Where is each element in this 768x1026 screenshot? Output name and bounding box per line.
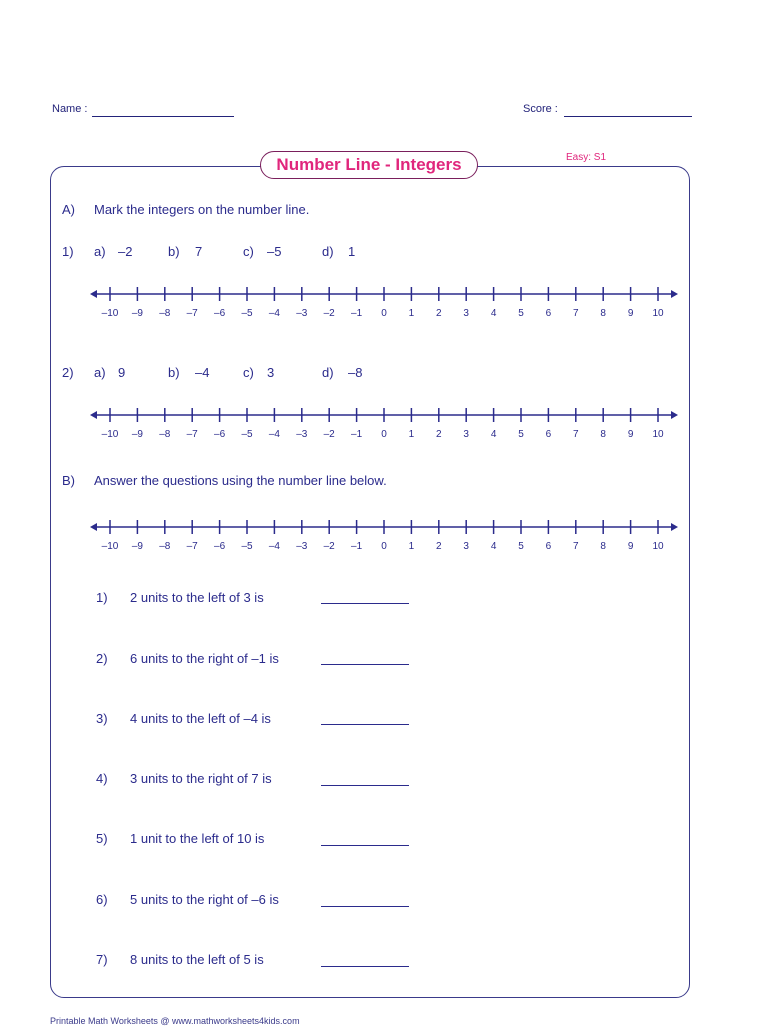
number-line-label: –3 bbox=[296, 308, 308, 319]
problem-number: 1) bbox=[62, 244, 74, 259]
number-line-label: 8 bbox=[600, 308, 606, 319]
problem-item-value: –8 bbox=[348, 365, 363, 380]
number-line-label: –9 bbox=[131, 308, 143, 319]
number-line-label: –8 bbox=[159, 541, 171, 552]
number-line-label: –3 bbox=[296, 541, 308, 552]
answer-blank[interactable] bbox=[321, 664, 409, 665]
number-line-label: –1 bbox=[351, 541, 363, 552]
number-line-label: 4 bbox=[490, 308, 497, 319]
answer-blank[interactable] bbox=[321, 724, 409, 725]
number-line-label: 8 bbox=[600, 541, 606, 552]
problem-item-value: 3 bbox=[267, 365, 275, 380]
number-line-label: 3 bbox=[463, 429, 469, 440]
number-line-label: –10 bbox=[101, 308, 119, 319]
worksheet-title: Number Line - Integers bbox=[260, 151, 478, 179]
number-line-label: 10 bbox=[652, 541, 664, 552]
number-line-label: –7 bbox=[186, 541, 198, 552]
number-line-label: 6 bbox=[545, 429, 552, 440]
section-b-instruction: Answer the questions using the number line below. bbox=[94, 473, 387, 488]
name-label: Name : bbox=[52, 103, 88, 115]
number-line-label: –4 bbox=[268, 429, 280, 440]
number-line-label: –6 bbox=[214, 429, 226, 440]
question-text: 3 units to the right of 7 is bbox=[130, 771, 272, 786]
number-line-label: –8 bbox=[159, 429, 171, 440]
number-line-label: 8 bbox=[600, 429, 606, 440]
question-number: 4) bbox=[96, 771, 108, 786]
problem-item-value: –4 bbox=[195, 365, 210, 380]
problem-item-value: 1 bbox=[348, 244, 356, 259]
right-arrow-icon bbox=[671, 290, 678, 298]
number-line-label: 4 bbox=[490, 429, 497, 440]
number-line-label: –10 bbox=[101, 541, 119, 552]
number-line-label: 3 bbox=[463, 308, 469, 319]
left-arrow-icon bbox=[90, 290, 97, 298]
number-line-label: –7 bbox=[186, 308, 198, 319]
footer-credit: Printable Math Worksheets @ www.mathworksheets4kids.com bbox=[50, 1016, 300, 1026]
right-arrow-icon bbox=[671, 411, 678, 419]
problem-number: 2) bbox=[62, 365, 74, 380]
number-line-label: 5 bbox=[518, 541, 524, 552]
number-line-label: –9 bbox=[131, 541, 143, 552]
section-a-instruction: Mark the integers on the number line. bbox=[94, 202, 310, 217]
number-line-label: 9 bbox=[627, 429, 634, 440]
answer-blank[interactable] bbox=[321, 966, 409, 967]
number-line-label: 5 bbox=[518, 429, 524, 440]
question-text: 5 units to the right of –6 is bbox=[130, 892, 279, 907]
question-text: 2 units to the left of 3 is bbox=[130, 590, 264, 605]
number-line-label: 1 bbox=[408, 541, 415, 552]
number-line-label: 3 bbox=[463, 541, 469, 552]
score-label: Score : bbox=[523, 103, 558, 115]
question-number: 3) bbox=[96, 711, 108, 726]
number-line-label: 4 bbox=[490, 541, 497, 552]
answer-blank[interactable] bbox=[321, 603, 409, 604]
problem-item-letter: d) bbox=[322, 244, 334, 259]
left-arrow-icon bbox=[90, 411, 97, 419]
number-line-label: –9 bbox=[131, 429, 143, 440]
number-line-3 bbox=[0, 513, 768, 557]
number-line-label: –1 bbox=[351, 308, 363, 319]
question-text: 6 units to the right of –1 is bbox=[130, 651, 279, 666]
number-line-label: –4 bbox=[268, 541, 280, 552]
problem-item-value: 9 bbox=[118, 365, 126, 380]
number-line-label: 2 bbox=[436, 429, 442, 440]
number-line-label: –7 bbox=[186, 429, 198, 440]
number-line-2[interactable] bbox=[0, 401, 768, 445]
number-line-label: –5 bbox=[241, 429, 253, 440]
question-number: 7) bbox=[96, 952, 108, 967]
problem-item-letter: b) bbox=[168, 244, 180, 259]
problem-item-letter: c) bbox=[243, 244, 254, 259]
number-line-label: –4 bbox=[268, 308, 280, 319]
number-line-label: –5 bbox=[241, 541, 253, 552]
number-line-label: –2 bbox=[323, 308, 335, 319]
question-text: 1 unit to the left of 10 is bbox=[130, 831, 265, 846]
question-number: 5) bbox=[96, 831, 108, 846]
problem-item-letter: d) bbox=[322, 365, 334, 380]
problem-item-letter: b) bbox=[168, 365, 180, 380]
number-line-label: 0 bbox=[381, 429, 387, 440]
section-b-label: B) bbox=[62, 473, 75, 488]
number-line-label: 0 bbox=[381, 541, 387, 552]
answer-blank[interactable] bbox=[321, 845, 409, 846]
question-text: 4 units to the left of –4 is bbox=[130, 711, 271, 726]
number-line-label: –2 bbox=[323, 541, 335, 552]
answer-blank[interactable] bbox=[321, 906, 409, 907]
number-line-label: 9 bbox=[627, 308, 634, 319]
question-number: 6) bbox=[96, 892, 108, 907]
question-text: 8 units to the left of 5 is bbox=[130, 952, 264, 967]
score-field[interactable] bbox=[564, 116, 692, 117]
number-line-label: 10 bbox=[652, 429, 664, 440]
right-arrow-icon bbox=[671, 523, 678, 531]
number-line-label: –10 bbox=[101, 429, 119, 440]
number-line-label: –3 bbox=[296, 429, 308, 440]
problem-item-value: 7 bbox=[195, 244, 203, 259]
number-line-label: –8 bbox=[159, 308, 171, 319]
question-number: 2) bbox=[96, 651, 108, 666]
problem-item-letter: a) bbox=[94, 244, 106, 259]
number-line-label: 6 bbox=[545, 541, 552, 552]
section-a-label: A) bbox=[62, 202, 75, 217]
problem-item-value: –2 bbox=[118, 244, 133, 259]
number-line-1[interactable] bbox=[0, 280, 768, 324]
problem-item-letter: a) bbox=[94, 365, 106, 380]
number-line-label: 1 bbox=[408, 429, 415, 440]
number-line-label: 5 bbox=[518, 308, 524, 319]
problem-item-value: –5 bbox=[267, 244, 282, 259]
number-line-label: –2 bbox=[323, 429, 335, 440]
number-line-label: 2 bbox=[436, 541, 442, 552]
number-line-label: 9 bbox=[627, 541, 634, 552]
number-line-label: 6 bbox=[545, 308, 552, 319]
number-line-label: 7 bbox=[573, 541, 579, 552]
number-line-label: –5 bbox=[241, 308, 253, 319]
number-line-label: 0 bbox=[381, 308, 387, 319]
number-line-label: –6 bbox=[214, 541, 226, 552]
number-line-label: –6 bbox=[214, 308, 226, 319]
name-field[interactable] bbox=[92, 116, 234, 117]
number-line-label: 7 bbox=[573, 308, 579, 319]
number-line-label: 7 bbox=[573, 429, 579, 440]
number-line-label: 1 bbox=[408, 308, 415, 319]
problem-item-letter: c) bbox=[243, 365, 254, 380]
number-line-label: 2 bbox=[436, 308, 442, 319]
left-arrow-icon bbox=[90, 523, 97, 531]
difficulty-level: Easy: S1 bbox=[566, 152, 607, 163]
number-line-label: –1 bbox=[351, 429, 363, 440]
number-line-label: 10 bbox=[652, 308, 664, 319]
answer-blank[interactable] bbox=[321, 785, 409, 786]
question-number: 1) bbox=[96, 590, 108, 605]
